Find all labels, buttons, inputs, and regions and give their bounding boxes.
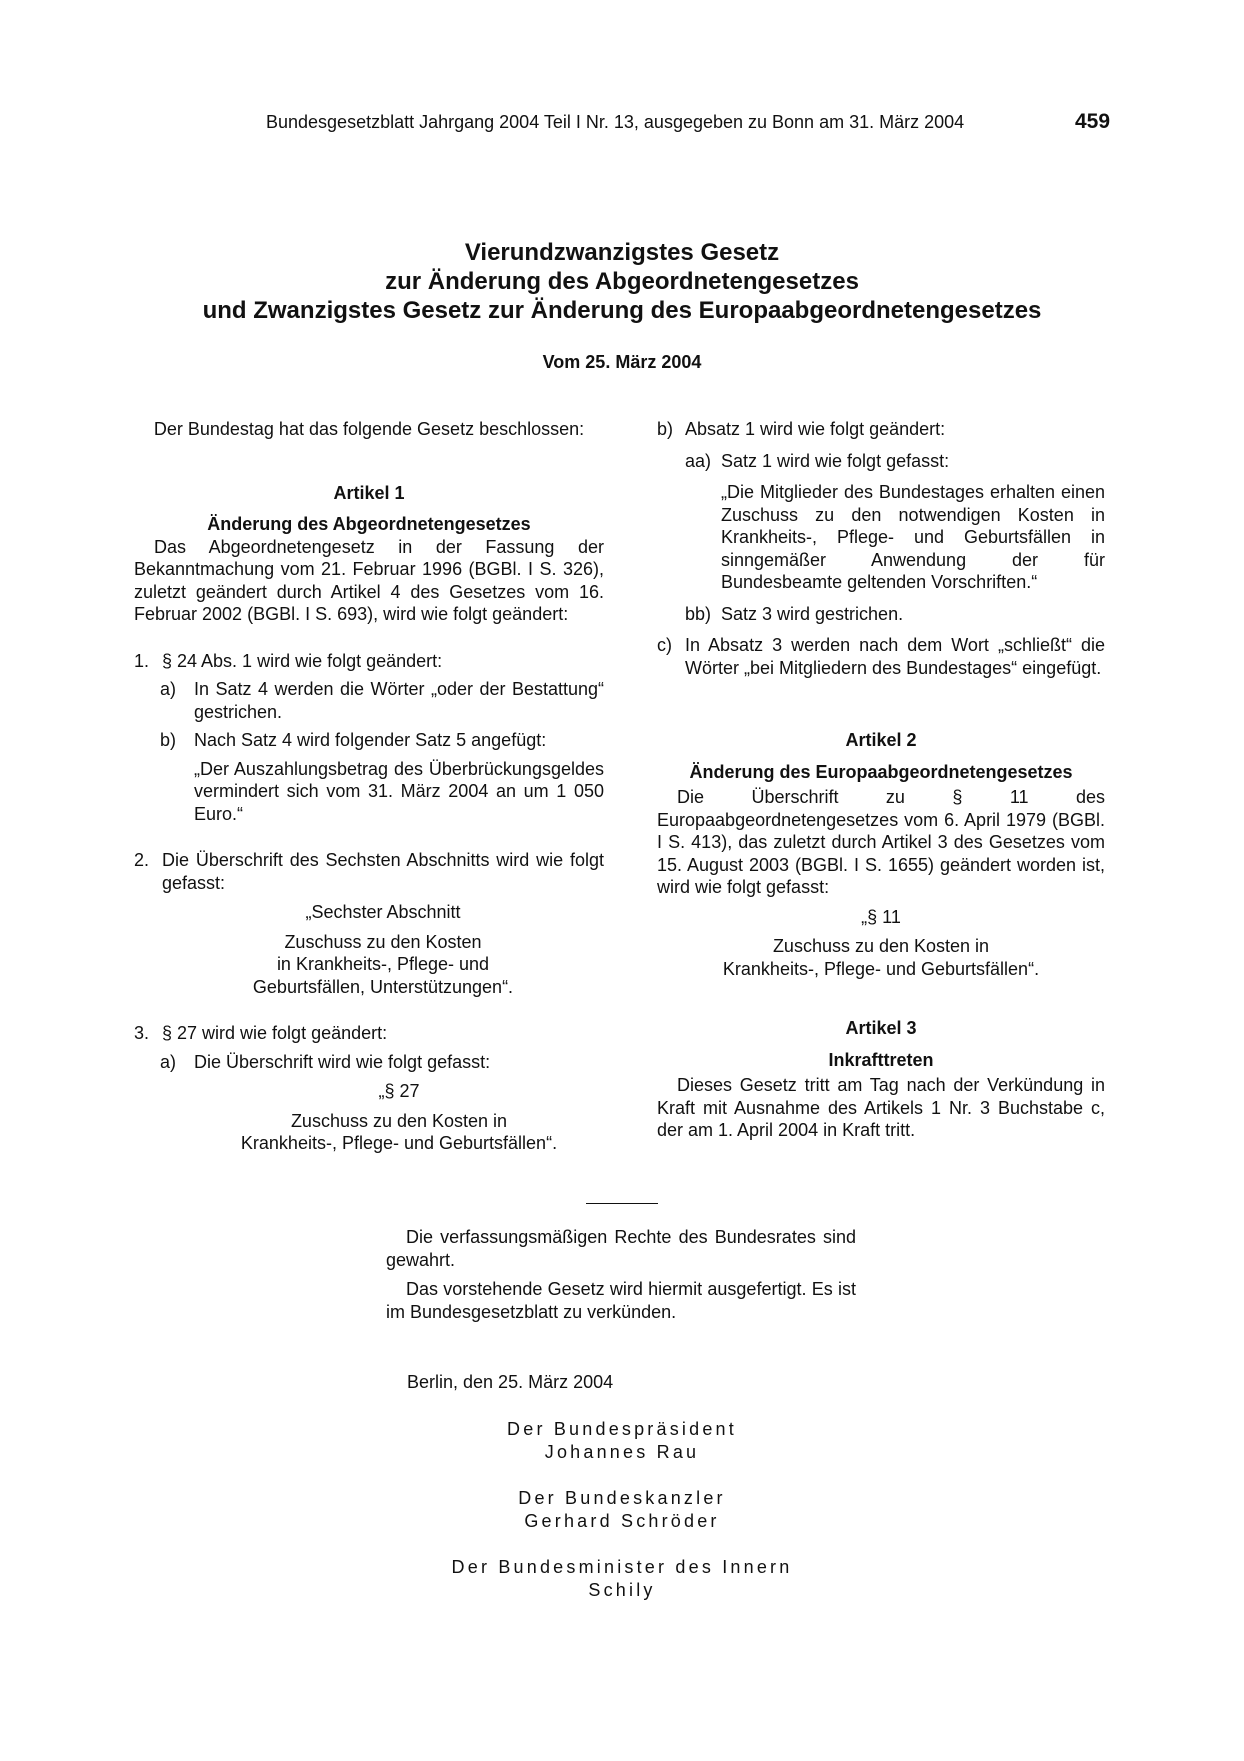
item-bb — [657, 603, 1105, 626]
article-2-title: Änderung des Europaabgeordnetengesetzes — [689, 761, 1073, 782]
page-number: 459 — [1075, 110, 1111, 133]
right-column — [657, 418, 1105, 1142]
item-2-quote-heading: „Sechster Abschnitt — [305, 902, 461, 922]
item-2-quote-line-3: Geburtsfällen, Unterstützungen“. — [252, 976, 514, 997]
signature-name: Schily — [588, 1579, 656, 1600]
article-3-title: Inkrafttreten — [828, 1049, 934, 1070]
item-aa-text: Satz 1 wird wie folgt gefasst: — [721, 450, 950, 471]
item-1a-label: a) — [160, 679, 177, 699]
article-2-quote — [657, 935, 1105, 980]
item-c — [657, 634, 1105, 679]
article-3-text: Dieses Gesetz tritt am Tag nach der Verkündung in Kraft mit Ausnahme des Artikels 1 Nr. 3 Buchstabe c, der am 1. April 2004 in Kraft tritt. — [657, 1075, 1105, 1140]
title-line-1: Vierundzwanzigstes Gesetz — [464, 239, 780, 266]
item-1b-quote: „Der Auszahlungsbetrag des Überbrückungsgeldes vermindert sich vom 31. März 2004 an um 1 050 Euro.“ — [194, 758, 604, 824]
signature-block-2 — [0, 1487, 1244, 1532]
law-title — [0, 238, 1244, 325]
item-3a-quote — [134, 1110, 604, 1155]
closing-paragraph-1: Die verfassungsmäßigen Rechte des Bundesrates sind gewahrt. — [386, 1227, 856, 1270]
item-3-label: 3. — [134, 1023, 150, 1043]
item-b-label: b) — [657, 419, 674, 439]
title-line-3: und Zwanzigstes Gesetz zur Änderung des Europaabgeordnetengesetzes — [202, 297, 1042, 324]
running-header: Bundesgesetzblatt Jahrgang 2004 Teil I Nr. 13, ausgegeben zu Bonn am 31. März 2004 — [266, 112, 965, 132]
signature-role: Der Bundesminister des Innern — [451, 1557, 793, 1577]
item-1b — [134, 729, 604, 752]
item-c-label: c) — [657, 635, 672, 655]
article-1-intro: Das Abgeordnetengesetz in der Fassung der Bekanntmachung vom 21. Februar 1996 (BGBl. I S. 326), zuletzt geändert durch Artikel 4 des Gesetzes vom 16. Februar 2002 (BGBl. I S. 693), wird wie folgt geändert: — [134, 536, 604, 624]
item-2-quote — [134, 931, 604, 999]
item-2 — [134, 849, 604, 894]
signature-block-3 — [0, 1556, 1244, 1601]
item-3a-quote-line-2: Krankheits-, Pflege- und Geburtsfällen“. — [240, 1133, 558, 1153]
article-1-title: Änderung des Abgeordnetengesetzes — [207, 514, 531, 534]
divider-rule — [586, 1203, 658, 1204]
item-3a — [134, 1051, 604, 1074]
title-line-2: zur Änderung des Abgeordnetengesetzes — [385, 268, 859, 295]
article-1-heading: Artikel 1 — [333, 482, 405, 503]
item-3 — [134, 1022, 604, 1045]
item-aa-label: aa) — [685, 450, 712, 471]
item-3a-quote-heading: „§ 27 — [378, 1081, 420, 1101]
item-3a-text: Die Überschrift wird wie folgt gefasst: — [194, 1051, 491, 1072]
item-1a-text: In Satz 4 werden die Wörter „oder der Bestattung“ gestrichen. — [194, 679, 604, 722]
article-2-heading: Artikel 2 — [845, 730, 917, 750]
item-3a-label: a) — [160, 1051, 177, 1072]
item-1-label: 1. — [134, 650, 150, 671]
item-1 — [134, 650, 604, 673]
signature-name: Gerhard Schröder — [524, 1510, 720, 1531]
item-2-quote-line-1: Zuschuss zu den Kosten — [284, 931, 482, 952]
article-2-quote-line-1: Zuschuss zu den Kosten in — [772, 936, 990, 956]
item-1-b-cont — [657, 418, 1105, 441]
signature-name: Johannes Rau — [544, 1441, 700, 1462]
item-aa-quote: „Die Mitglieder des Bundestages erhalten einen Zuschuss zu den notwendigen Kosten in Krankheits-, Pflege- und Geburtsfällen in sinngemäßer Anwendung der für Bundesbeamte geltenden Vorschriften.“ — [721, 482, 1105, 592]
item-2-text: Die Überschrift des Sechsten Abschnitts wird wie folgt gefasst: — [162, 850, 604, 893]
item-1b-label: b) — [160, 730, 177, 750]
item-1b-text: Nach Satz 4 wird folgender Satz 5 angefügt: — [194, 730, 547, 750]
item-3-text: § 27 wird wie folgt geändert: — [162, 1023, 388, 1043]
item-b-text: Absatz 1 wird wie folgt geändert: — [685, 419, 946, 439]
item-2-label: 2. — [134, 850, 150, 870]
item-2-quote-line-2: in Krankheits-, Pflege- und — [276, 954, 490, 974]
signature-block-1 — [0, 1418, 1244, 1463]
signature-role: Der Bundespräsident — [507, 1419, 737, 1439]
article-3-heading: Artikel 3 — [845, 1018, 917, 1038]
closing-text — [386, 1226, 856, 1323]
item-1a — [134, 678, 604, 723]
signature-role: Der Bundeskanzler — [518, 1488, 726, 1508]
item-bb-text: Satz 3 wird gestrichen. — [721, 603, 904, 624]
article-2-quote-heading: „§ 11 — [861, 906, 901, 927]
left-column — [134, 418, 604, 1155]
article-2-quote-line-2: Krankheits-, Pflege- und Geburtsfällen“. — [722, 958, 1040, 979]
item-bb-label: bb) — [685, 603, 712, 624]
item-3a-quote-line-1: Zuschuss zu den Kosten in — [290, 1110, 508, 1131]
preamble: Der Bundestag hat das folgende Gesetz beschlossen: — [153, 419, 585, 439]
item-1-text: § 24 Abs. 1 wird wie folgt geändert: — [162, 650, 443, 671]
item-aa — [657, 450, 1105, 473]
item-c-text: In Absatz 3 werden nach dem Wort „schließt“ die Wörter „bei Mitgliedern des Bundestages“ eingefügt. — [685, 635, 1105, 678]
law-date: Vom 25. März 2004 — [542, 352, 702, 372]
article-2-text: Die Überschrift zu § 11 des Europaabgeordnetengesetzes vom 6. April 1979 (BGBl. I S. 413), das zuletzt durch Artikel 3 des Gesetzes vom 15. August 2003 (BGBl. I S. 1655) geändert worden ist, wird wie folgt gefasst: — [657, 787, 1105, 897]
place-and-date: Berlin, den 25. März 2004 — [407, 1372, 614, 1392]
closing-paragraph-2: Das vorstehende Gesetz wird hiermit ausgefertigt. Es ist im Bundesgesetzblatt zu verkünden. — [386, 1279, 856, 1322]
